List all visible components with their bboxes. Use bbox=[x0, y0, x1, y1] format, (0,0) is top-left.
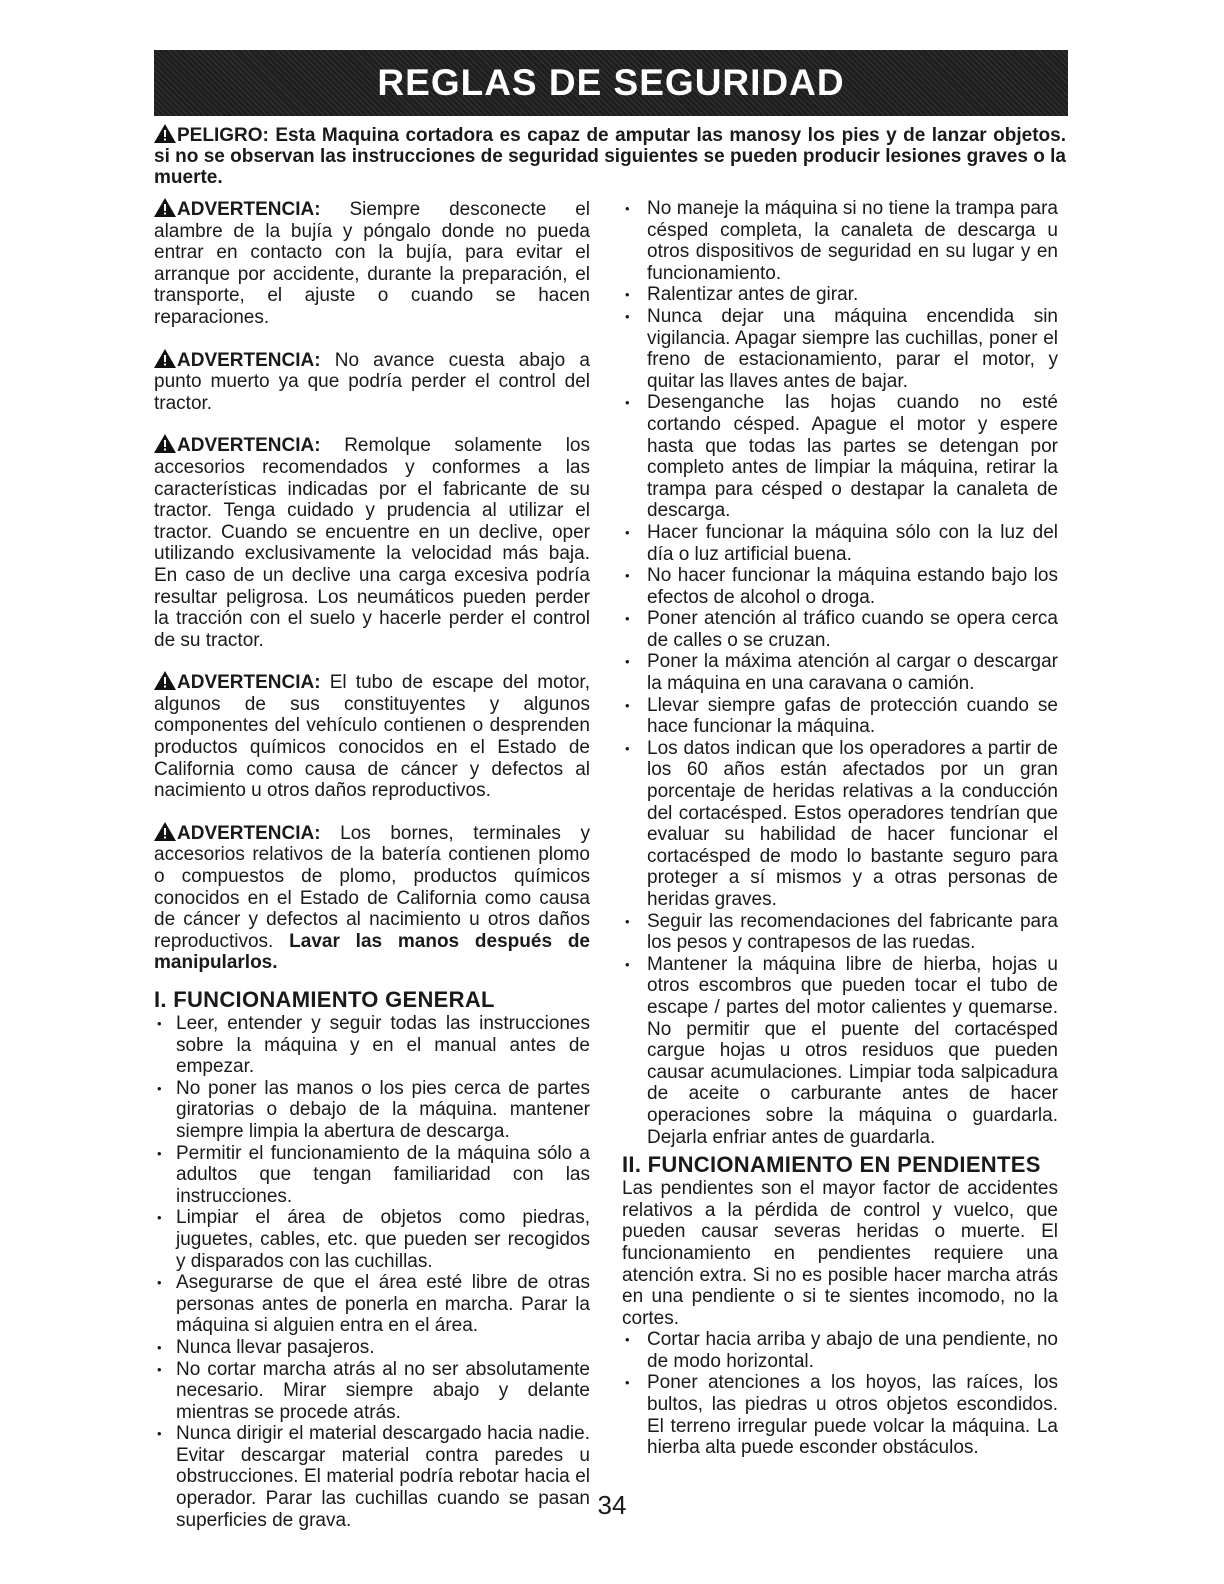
list-item: • No hacer funcionar la máquina estando bajo los efectos de alcohol o droga. bbox=[622, 565, 1058, 608]
section1-continued-list bbox=[622, 198, 1058, 1148]
danger-text: Esta Maquina cortadora es capaz de amputar las manosy los pies y de lanzar objetos. si no se observan las instrucciones de seguridad siguientes se pueden producir lesiones graves o la muerte. bbox=[154, 125, 1066, 188]
page-title: REGLAS DE SEGURIDAD bbox=[377, 62, 845, 103]
section-heading: II. FUNCIONAMIENTO EN PENDIENTES bbox=[622, 1152, 1041, 1178]
list-item: • Permitir el funcionamiento de la máquina sólo a adultos que tengan familiaridad con las instrucciones. bbox=[154, 1143, 590, 1208]
list-item: • Leer, entender y seguir todas las instrucciones sobre la máquina y en el manual antes de empezar. bbox=[154, 1013, 590, 1078]
warning-text: Siempre desconecte el alambre de la bujía y póngalo donde no pueda entrar en contacto con la bujía, para evitar el arranque por accidente, durante la preparación, el transporte, el ajuste o cuando se hacen reparaciones. bbox=[154, 199, 590, 328]
list-item: • No cortar marcha atrás al no ser absolutamente necesario. Mirar siempre abajo y delante mientras se procede atrás. bbox=[154, 1359, 590, 1424]
warning-paragraph bbox=[154, 671, 590, 802]
warning-text: El tubo de escape del motor, algunos de sus constituyentes y algunos componentes del vehículo contienen o desprenden productos químicos conocidos en el Estado de California como causa de cáncer y defectos al nacimiento u otros daños reproductivos. bbox=[154, 672, 590, 802]
warning-paragraph bbox=[154, 434, 590, 651]
warning-paragraph bbox=[154, 349, 590, 415]
warning-label: ADVERTENCIA: bbox=[177, 199, 321, 220]
list-item: • Poner atenciones a los hoyos, las raíces, los bultos, las piedras u otros objetos escondidos. El terreno irregular puede volcar la máquina. La hierba alta puede esconder obstáculos. bbox=[622, 1372, 1058, 1458]
warning-label: ADVERTENCIA: bbox=[177, 435, 321, 457]
warning-triangle-icon bbox=[154, 198, 176, 217]
warning-label: ADVERTENCIA: bbox=[177, 349, 321, 371]
list-item: • Seguir las recomendaciones del fabricante para los pesos y contrapesos de las ruedas. bbox=[622, 911, 1058, 954]
list-item: • Mantener la máquina libre de hierba, hojas u otros escombros que pueden tocar el tubo de escape / partes del motor calientes y quemarse. No permitir que el puente del cortacésped cargue hojas u otros residuos que pueden causar acumulaciones. Limpiar toda salpicadura de aceite o carburante antes de hacer operaciones sobre la máquina o guardarla. Dejarla enfriar antes de guardarla. bbox=[622, 954, 1058, 1148]
warning-triangle-icon bbox=[154, 822, 176, 841]
list-item: • Nunca dirigir el material descargado hacia nadie. Evitar descargar material contra paredes u obstrucciones. El material podría rebotar hacia el operador. Parar las cuchillas cuando se pasan superficies de grava. bbox=[154, 1423, 590, 1531]
danger-label: PELIGRO: bbox=[177, 125, 269, 146]
list-item: • Nunca llevar pasajeros. bbox=[154, 1337, 590, 1359]
warning-paragraph bbox=[154, 822, 590, 974]
warning-triangle-icon bbox=[154, 124, 176, 143]
list-item: • No poner las manos o los pies cerca de partes giratorias o debajo de la máquina. mantener siempre limpia la abertura de descarga. bbox=[154, 1078, 590, 1143]
list-item: • Ralentizar antes de girar. bbox=[622, 284, 1058, 306]
list-item: • Limpiar el área de objetos como piedras, juguetes, cables, etc. que pueden ser recogidos y disparados con las cuchillas. bbox=[154, 1207, 590, 1272]
warning-triangle-icon bbox=[154, 349, 176, 368]
section2-list bbox=[622, 1329, 1058, 1459]
warning-text: No avance cuesta abajo a punto muerto ya que podría perder el control del tractor. bbox=[154, 349, 590, 414]
section-heading: I. FUNCIONAMIENTO GENERAL bbox=[154, 987, 495, 1012]
list-item: • Poner atención al tráfico cuando se opera cerca de calles o se cruzan. bbox=[622, 608, 1058, 651]
warning-paragraph bbox=[154, 198, 590, 329]
warning-triangle-icon bbox=[154, 671, 176, 690]
warning-label: ADVERTENCIA: bbox=[177, 672, 321, 694]
list-item: • Desenganche las hojas cuando no esté cortando césped. Apague el motor y espere hasta que todas las partes se detengan por completo antes de limpiar la máquina, retirar la trampa para césped o destapar la canaleta de descarga. bbox=[622, 392, 1058, 522]
list-item: • Asegurarse de que el área esté libre de otras personas antes de ponerla en marcha. Parar la máquina si alguien entra en el área. bbox=[154, 1272, 590, 1337]
list-item: • Los datos indican que los operadores a partir de los 60 años están afectados por un gran porcentaje de heridas relativas a la conducción del cortacésped. Estos operadores tendrían que evaluar su habilidad de hacer funcionar el cortacésped de modo lo bastante seguro para proteger a sí mismos y a otras personas de heridas graves. bbox=[622, 738, 1058, 911]
list-item: • Nunca dejar una máquina encendida sin vigilancia. Apagar siempre las cuchillas, poner el freno de estacionamiento, parar el motor, y quitar las llaves antes de bajar. bbox=[622, 306, 1058, 392]
danger-notice bbox=[154, 124, 1066, 188]
list-item: • Llevar siempre gafas de protección cuando se hace funcionar la máquina. bbox=[622, 695, 1058, 738]
list-item: • Cortar hacia arriba y abajo de una pendiente, no de modo horizontal. bbox=[622, 1329, 1058, 1372]
warning-bold-text: Lavar las manos después de manipularlos. bbox=[154, 930, 590, 974]
page-number: 34 bbox=[597, 1490, 627, 1520]
right-column bbox=[622, 198, 1058, 1459]
warning-triangle-icon bbox=[154, 434, 176, 453]
warning-text: Los bornes, terminales y accesorios relativos de la batería contienen plomo o compuestos de plomo, productos químicos conocidos en el Estado de California como causa de cáncer y defectos al nacimiento u otros daños reproductivos. bbox=[154, 822, 590, 952]
list-item: • Poner la máxima atención al cargar o descargar la máquina en una caravana o camión. bbox=[622, 651, 1058, 694]
list-item: • No maneje la máquina si no tiene la trampa para césped completa, la canaleta de descarga u otros dispositivos de seguridad en su lugar y en funcionamiento. bbox=[622, 198, 1058, 284]
title-banner bbox=[154, 50, 1068, 116]
warning-label: ADVERTENCIA: bbox=[177, 822, 321, 844]
list-item: • Hacer funcionar la máquina sólo con la luz del día o luz artificial buena. bbox=[622, 522, 1058, 565]
warning-text: Remolque solamente los accesorios recomendados y conformes a las características indicadas por el fabricante de su tractor. Tenga cuidado y prudencia al utilizar el tractor. Cuando se encuentre en un declive, oper utilizando exclusivamente la velocidad más baja. En caso de un declive una carga excesiva podría resultar peligrosa. Los neumáticos pueden perder la tracción con el suelo y hacerle perder el control de su tractor. bbox=[154, 435, 590, 651]
left-column bbox=[154, 198, 590, 1531]
section1-list bbox=[154, 1013, 590, 1531]
section2-intro: Las pendientes son el mayor factor de accidentes relativos a la pérdida de control y vuelco, que pueden causar severas heridas o muerte. El funcionamiento en pendientes requiere una atención extra. Si no es posible hacer marcha atrás en una pendiente o si te sientes incomodo, no la cortes. bbox=[622, 1178, 1058, 1329]
